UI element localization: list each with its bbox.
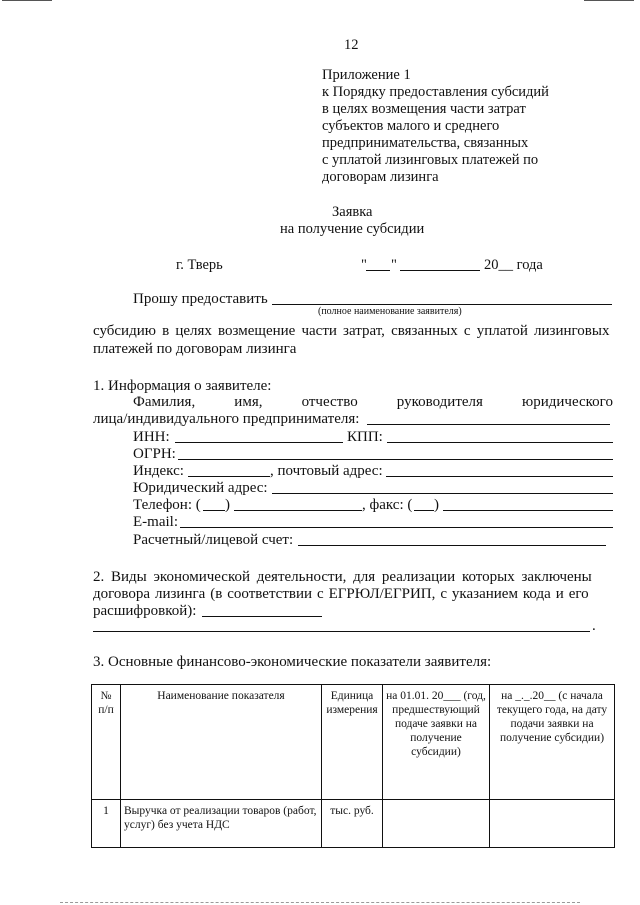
date-year: 20__ года bbox=[484, 257, 543, 273]
row-number: 1 bbox=[92, 800, 121, 848]
kpp-field[interactable] bbox=[387, 442, 613, 443]
appendix-line: субъектов малого и среднего bbox=[322, 118, 500, 134]
email-label: E-mail: bbox=[133, 514, 178, 530]
applicant-name-caption: (полное наименование заявителя) bbox=[318, 306, 462, 317]
fio-word: руководителя bbox=[396, 394, 483, 410]
scan-bottom-edge bbox=[60, 902, 580, 903]
activity-field-continued[interactable] bbox=[93, 631, 590, 632]
fio-word: юридического bbox=[522, 394, 613, 410]
column-header-indicator: Наименование показателя bbox=[121, 685, 322, 800]
indicators-table bbox=[91, 684, 615, 848]
postal-address-label: , почтовый адрес: bbox=[270, 463, 383, 479]
fax-code-close: ) bbox=[434, 497, 439, 513]
inn-field[interactable] bbox=[175, 442, 343, 443]
column-header-previous-year: на 01.01. 20___ (год, предшествующий подаче заявки на получение субсидии) bbox=[383, 685, 490, 800]
appendix-line: договорам лизинга bbox=[322, 169, 439, 185]
scan-edge-mark bbox=[2, 0, 52, 5]
section3-heading: 3. Основные финансово-экономические показатели заявителя: bbox=[93, 654, 492, 670]
appendix-line: предпринимательства, связанных bbox=[322, 135, 529, 151]
phone-code-close: ) bbox=[225, 497, 230, 513]
section2-end-dot: . bbox=[592, 618, 596, 634]
fax-label: , факс: ( bbox=[362, 497, 413, 513]
date-quote-open: " bbox=[361, 257, 367, 273]
phone-number-field[interactable] bbox=[234, 510, 362, 511]
fio-word: имя, bbox=[234, 394, 263, 410]
legal-address-label: Юридический адрес: bbox=[133, 480, 268, 496]
appendix-line: Приложение 1 bbox=[322, 67, 411, 83]
activity-field[interactable] bbox=[202, 616, 322, 617]
fax-code-field[interactable] bbox=[414, 510, 434, 511]
column-header-number: № п/п bbox=[92, 685, 121, 800]
email-field[interactable] bbox=[180, 527, 613, 528]
column-header-current-date: на _._.20__ (с начала текущего года, на дату подачи заявки на получение субсидии) bbox=[490, 685, 615, 800]
fio-label: лица/индивидуального предпринимателя: bbox=[93, 411, 360, 427]
account-field[interactable] bbox=[298, 545, 606, 546]
section2-text-line: 2. Виды экономической деятельности, для реализации которых заключены bbox=[93, 569, 592, 585]
appendix-line: к Порядку предоставления субсидий bbox=[322, 84, 549, 100]
appendix-line: в целях возмещения части затрат bbox=[322, 101, 526, 117]
row-previous-year-value[interactable] bbox=[383, 800, 490, 848]
fax-number-field[interactable] bbox=[443, 510, 613, 511]
page-number: 12 bbox=[344, 37, 359, 53]
table-row bbox=[92, 800, 615, 848]
date-quote-close: " bbox=[391, 257, 397, 273]
request-text-line: платежей по договорам лизинга bbox=[93, 341, 297, 357]
document-title: Заявка bbox=[332, 204, 373, 220]
row-indicator-name: Выручка от реализации товаров (работ, услуг) без учета НДС bbox=[121, 800, 322, 848]
appendix-line: с уплатой лизинговых платежей по bbox=[322, 152, 539, 168]
index-label: Индекс: bbox=[133, 463, 184, 479]
ogrn-field[interactable] bbox=[178, 459, 613, 460]
document-subtitle: на получение субсидии bbox=[280, 221, 425, 237]
row-current-value[interactable] bbox=[490, 800, 615, 848]
applicant-name-field[interactable] bbox=[272, 304, 612, 305]
phone-label: Телефон: ( bbox=[133, 497, 201, 513]
ogrn-label: ОГРН: bbox=[133, 446, 176, 462]
legal-address-field[interactable] bbox=[272, 493, 613, 494]
account-label: Расчетный/лицевой счет: bbox=[133, 532, 294, 548]
inn-label: ИНН: bbox=[133, 429, 170, 445]
index-field[interactable] bbox=[188, 476, 270, 477]
date-day-field[interactable] bbox=[366, 270, 390, 271]
section1-heading: 1. Информация о заявителе: bbox=[93, 378, 272, 394]
section2-text-line: договора лизинга (в соответствии с ЕГРЮЛ/ЕГРИП, с указанием кода и его bbox=[93, 586, 589, 602]
manager-name-field[interactable] bbox=[367, 424, 610, 425]
column-header-unit: Единица измерения bbox=[322, 685, 383, 800]
postal-address-field[interactable] bbox=[386, 476, 613, 477]
date-month-field[interactable] bbox=[400, 270, 480, 271]
phone-code-field[interactable] bbox=[203, 510, 225, 511]
row-unit: тыс. руб. bbox=[322, 800, 383, 848]
kpp-label: КПП: bbox=[347, 429, 383, 445]
city: г. Тверь bbox=[176, 257, 223, 273]
request-text-line: субсидию в целях возмещение части затрат, связанных с уплатой лизинговых bbox=[93, 323, 610, 339]
request-label: Прошу предоставить bbox=[133, 291, 268, 307]
fio-word: Фамилия, bbox=[133, 394, 196, 410]
section2-text-line: расшифровкой): bbox=[93, 603, 197, 619]
table-header-row bbox=[92, 685, 615, 800]
scan-edge-mark bbox=[584, 0, 634, 5]
fio-line bbox=[133, 393, 613, 411]
fio-word: отчество bbox=[301, 394, 358, 410]
